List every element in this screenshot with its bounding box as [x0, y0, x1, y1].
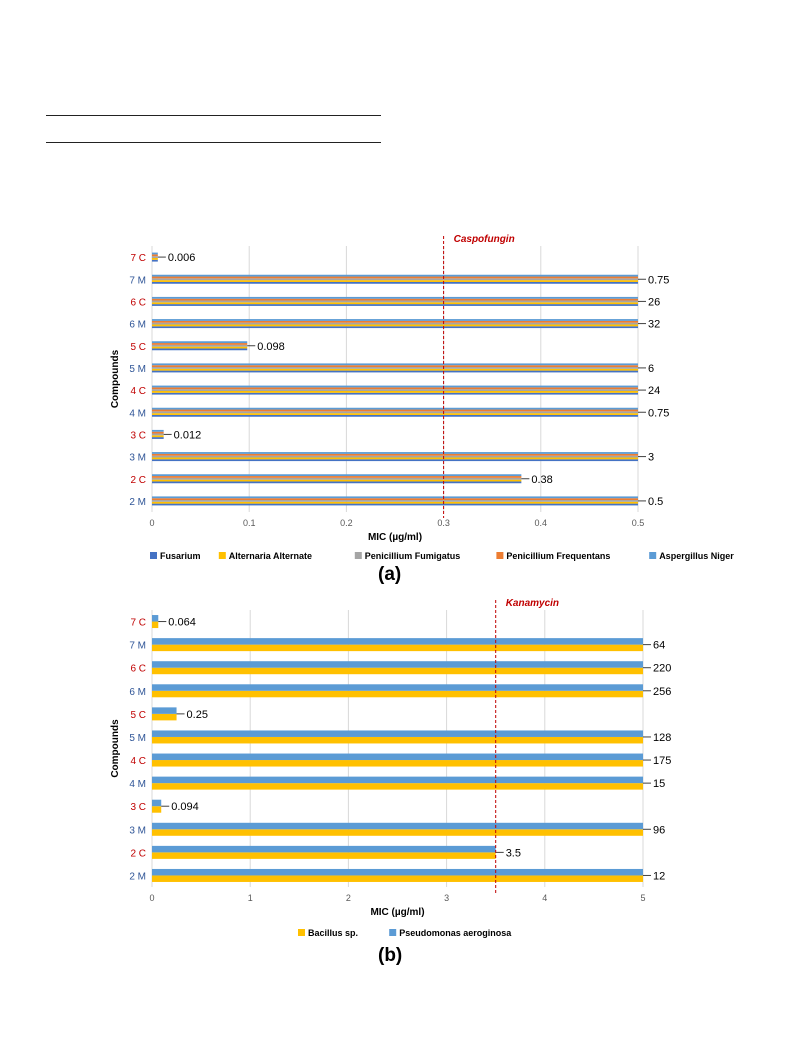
- chart-a-data-label: 0.5: [648, 495, 664, 508]
- chart-a-legend-entry: Alternaria Alternate: [228, 551, 313, 561]
- chart-b-data-label: 12: [653, 870, 666, 883]
- chart-b-data-label: 3.5: [505, 847, 521, 860]
- chart-a-y-tick-label: 7 C: [130, 253, 146, 265]
- chart-b-legend-swatch: [389, 929, 396, 936]
- chart-b-bar-5m-series-1: [152, 737, 643, 744]
- chart-b-bar-5c-series-1: [152, 714, 177, 721]
- chart-b-y-tick-label: 4 C: [130, 756, 146, 768]
- chart-a-data-label: 0.38: [531, 473, 553, 486]
- chart-b-bar-7c-series-1: [152, 622, 158, 629]
- chart-b-x-tick-label: 4: [542, 893, 548, 903]
- chart-a-y-tick-label: 6 C: [130, 297, 146, 309]
- chart-b-bar-2m-series-1: [152, 875, 643, 882]
- chart-a-y-tick-label: 4 M: [129, 408, 146, 420]
- chart-a-x-tick-label: 0.4: [534, 518, 548, 528]
- chart-b-bar-4m-series-1: [152, 783, 643, 790]
- chart-b-data-label: 128: [653, 731, 672, 744]
- chart-a-x-tick-label: 0.2: [340, 518, 353, 528]
- chart-a-y-tick-label: 4 C: [130, 386, 146, 398]
- chart-b-x-tick-label: 3: [444, 893, 450, 903]
- chart-b-y-tick-label: 2 M: [129, 871, 146, 883]
- chart-a-reference-line-label: Caspofungin: [453, 234, 515, 245]
- chart-a-x-axis-label: MIC (µg/ml): [367, 532, 423, 543]
- chart-a-data-label: 0.098: [257, 340, 285, 353]
- chart-b-bar-7m-series-1: [152, 645, 643, 652]
- chart-b-legend-entry: Bacillus sp.: [308, 928, 359, 938]
- chart-a-y-tick-label: 5 C: [130, 341, 146, 353]
- chart-b-bar-4m-series-2: [152, 777, 643, 784]
- chart-a-y-axis-label: Compounds: [110, 349, 121, 409]
- chart-b-y-axis-label: Compounds: [110, 719, 121, 778]
- chart-b-y-tick-label: 7 C: [130, 617, 146, 629]
- chart-b-data-label: 96: [653, 824, 666, 837]
- chart-a-data-label: 6: [648, 362, 655, 375]
- chart-b-data-label: 15: [653, 778, 666, 791]
- chart-a-y-tick-label: 7 M: [129, 275, 146, 287]
- chart-b-bar-6m-series-1: [152, 691, 643, 698]
- panel-label-b: (b): [378, 945, 403, 966]
- chart-a-legend-entry: Aspergillus Niger: [659, 551, 734, 561]
- chart-a-data-label: 32: [648, 318, 661, 331]
- chart-b-data-label: 0.064: [168, 616, 196, 629]
- chart-b-y-tick-label: 4 M: [129, 779, 146, 791]
- chart-a-y-tick-label: 2 M: [129, 496, 146, 508]
- chart-b-y-tick-label: 3 M: [129, 825, 146, 837]
- chart-a-x-tick-label: 0.1: [242, 518, 256, 528]
- chart-b-reference-line-label: Kanamycin: [505, 598, 560, 609]
- chart-a-x-tick-label: 0: [149, 518, 155, 528]
- chart-a-data-label: 24: [648, 385, 661, 398]
- chart-b-bar-2m-series-2: [152, 869, 643, 876]
- chart-a-y-tick-label: 3 C: [130, 430, 146, 442]
- chart-b-bar-3c-series-2: [152, 800, 161, 807]
- chart-a-legend-entry: Fusarium: [160, 551, 201, 561]
- chart-b-bar-4c-series-2: [152, 754, 643, 761]
- chart-a-legend-entry: Penicillium Frequentans: [506, 551, 611, 561]
- chart-b-bar-2c-series-1: [152, 852, 496, 859]
- chart-b-y-tick-label: 5 M: [129, 732, 146, 744]
- chart-b-bar-2c-series-2: [152, 846, 496, 853]
- chart-b-x-axis-label: MIC (µg/ml): [370, 907, 425, 918]
- chart-a-data-label: 0.012: [173, 429, 202, 442]
- chart-a-y-tick-label: 6 M: [129, 319, 146, 331]
- chart-b-y-tick-label: 6 C: [130, 663, 146, 675]
- chart-b-data-label: 0.25: [186, 708, 208, 721]
- chart-a-y-tick-label: 3 M: [129, 452, 146, 464]
- chart-b-bar-4c-series-1: [152, 760, 643, 767]
- chart-b-y-tick-label: 2 C: [130, 848, 146, 860]
- chart-b-x-tick-label: 5: [640, 893, 646, 903]
- chart-b-x-tick-label: 1: [247, 893, 253, 903]
- chart-b-y-tick-label: 6 M: [129, 686, 146, 698]
- chart-b-y-tick-label: 7 M: [129, 640, 146, 652]
- chart-b-bar-7c-series-2: [152, 615, 158, 622]
- chart-a-legend-entry: Penicillium Fumigatus: [364, 551, 461, 561]
- chart-b-x-tick-label: 2: [345, 893, 351, 903]
- chart-a-data-label: 3: [648, 451, 655, 464]
- chart-b-bar-6c-series-1: [152, 668, 643, 675]
- chart-b-data-label: 175: [653, 755, 672, 768]
- chart-a-y-tick-label: 2 C: [130, 474, 146, 486]
- chart-b-x-tick-label: 0: [149, 893, 155, 903]
- chart-b-y-tick-label: 3 C: [130, 802, 146, 814]
- chart-b-bar-6m-series-2: [152, 684, 643, 691]
- chart-b-data-label: 256: [653, 685, 672, 698]
- chart-b-bar-5m-series-2: [152, 730, 643, 737]
- chart-a-x-tick-label: 0.5: [631, 518, 645, 528]
- chart-a-data-label: 0.75: [648, 407, 670, 420]
- chart-b-bar-7m-series-2: [152, 638, 643, 645]
- chart-b-bar-3c-series-1: [152, 806, 161, 813]
- chart-a-data-label: 26: [648, 296, 661, 309]
- chart-a-x-tick-label: 0.3: [437, 518, 450, 528]
- chart-a-y-tick-label: 5 M: [129, 363, 146, 375]
- chart-b-bar-5c-series-2: [152, 707, 177, 714]
- chart-a-data-label: 0.006: [167, 252, 196, 265]
- chart-b-bar-3m-series-1: [152, 829, 643, 836]
- chart-b-legend-swatch: [298, 929, 305, 936]
- panel-label-a: (a): [378, 564, 402, 585]
- chart-b-data-label: 0.094: [171, 801, 199, 814]
- chart-a-data-label: 0.75: [648, 274, 670, 287]
- chart-b-y-tick-label: 5 C: [130, 709, 146, 721]
- chart-b-bar-6c-series-2: [152, 661, 643, 668]
- chart-b-data-label: 220: [653, 662, 672, 675]
- chart-b-data-label: 64: [653, 639, 666, 652]
- chart-b-bar-3m-series-2: [152, 823, 643, 830]
- chart-b-legend-entry: Pseudomonas aeroginosa: [399, 928, 512, 938]
